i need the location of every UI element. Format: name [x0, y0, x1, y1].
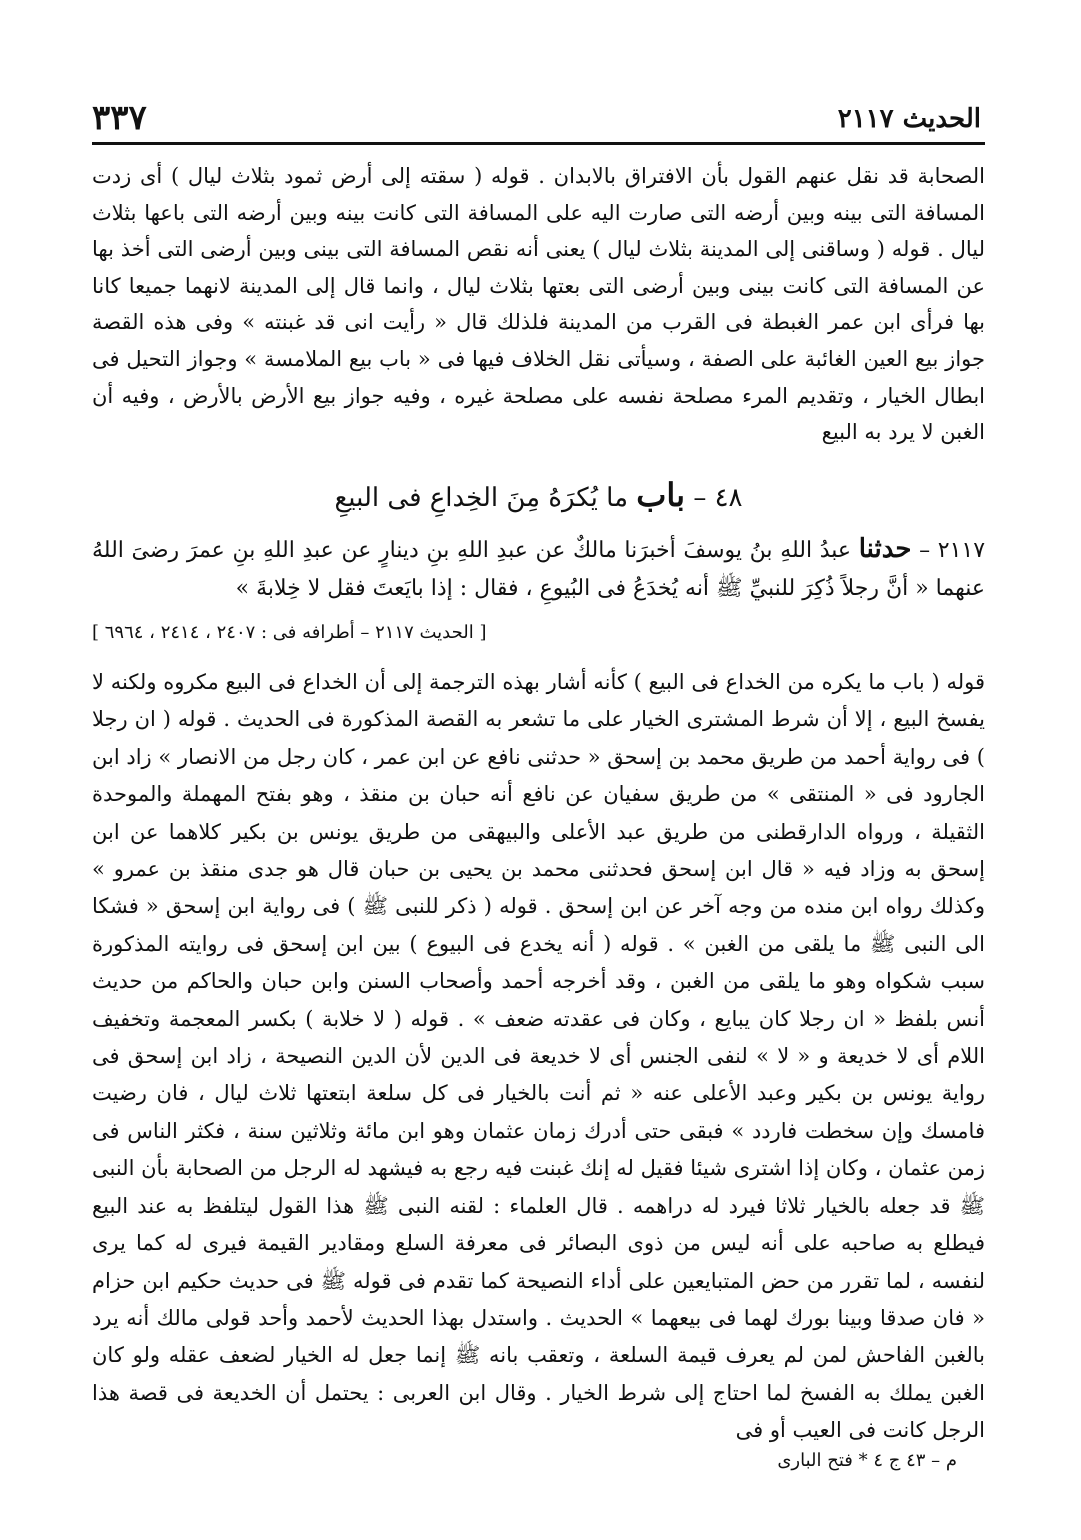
- hadith-opening: حدثنا: [858, 534, 912, 564]
- hadith-text: [92, 530, 985, 608]
- cross-reference: [ الحديث ٢١١٧ – أطرافه فى : ٢٤٠٧ ، ٢٤١٤ ، ٦٩٦٤ ]: [92, 622, 487, 643]
- page-header: [92, 98, 981, 146]
- commentary-paragraph: قوله ( باب ما يكره من الخداع فى البيع ) كأنه أشار بهذه الترجمة إلى أن الخداع فى البيع مكروه ولكنه لا يفسخ البيع ، إلا أن شرط المشترى الخيار على ما تشعر به القصة المذكورة فى الحديث . قوله ( ان رجلا ) فى رواية أحمد من طريق محمد بن إسحق « حدثنى نافع عن ابن عمر ، كان رجل من الانصار » زاد ابن الجارود فى « المنتقى » من طريق سفيان عن نافع أنه حبان بن منقذ ، وهو بفتح المهملة والموحدة الثقيلة ، ورواه الدارقطنى من طريق عبد الأعلى والبيهقى من طريق يونس بن بكير كلاهما عن ابن إسحق به وزاد فيه « قال ابن إسحق فحدثنى محمد بن يحيى بن حبان قال هو جدى منقذ بن عمرو » وكذلك رواه ابن منده من وجه آخر عن ابن إسحق . قوله ( ذكر للنبى ﷺ ) فى رواية ابن إسحق « فشكا الى النبى ﷺ ما يلقى من الغبن » . قوله ( أنه يخدع فى البيوع ) بين ابن إسحق فى روايته المذكورة سبب شكواه وهو ما يلقى من الغبن ، وقد أخرجه أحمد وأصحاب السنن وابن حبان والحاكم من حديث أنس بلفظ « ان رجلا كان يبايع ، وكان فى عقدته ضعف » . قوله ( لا خلابة ) بكسر المعجمة وتخفيف اللام أى لا خديعة و « لا » لنفى الجنس أى لا خديعة فى الدين لأن الدين النصيحة ، زاد ابن إسحق فى رواية يونس بن بكير وعبد الأعلى عنه « ثم أنت بالخيار فى كل سلعة ابتعتها ثلاث ليال ، فان رضيت فامسك وإن سخطت فاردد » فبقى حتى أدرك زمان عثمان وهو ابن مائة وثلاثين سنة ، فكثر الناس فى زمن عثمان ، وكان إذا اشترى شيئا فقيل له إنك غبنت فيه رجع به فيشهد له الرجل من الصحابة بأن النبى ﷺ قد جعله بالخيار ثلاثا فيرد له دراهمه . قال العلماء : لقنه النبى ﷺ هذا القول ليتلفظ به عند البيع فيطلع به صاحبه على أنه ليس من ذوى البصائر فى معرفة السلع ومقادير القيمة فيرى له كما يرى لنفسه ، لما تقرر من حض المتبايعين على أداء النصيحة كما تقدم فى قوله ﷺ فى حديث حكيم ابن حزام « فان صدقا وبينا بورك لهما فى بيعهما » الحديث . واستدل بهذا الحديث لأحمد وأحد قولى مالك أنه يرد بالغبن الفاحش لمن لم يعرف قيمة السلعة ، وتعقب بانه ﷺ إنما جعل له الخيار لضعف عقله ولو كان الغبن يملك به الفسخ لما احتاج إلى شرط الخيار . وقال ابن العربى : يحتمل أن الخديعة فى قصة هذا الرجل كانت فى العيب أو فى: [92, 670, 985, 1443]
- intro-paragraph: الصحابة قد نقل عنهم القول بأن الافتراق بالابدان . قوله ( سقته إلى أرض ثمود بثلاث ليال ) أى زدت المسافة التى بينه وبين أرضه التى صارت اليه على المسافة التى كانت بينه وبين أرضه التى باعها بثلاث ليال . قوله ( وساقنى إلى المدينة بثلاث ليال ) يعنى أنه نقص المسافة التى بينى وبين أرضى التى أخذ بها عن المسافة التى كانت بينى وبين أرضى التى بعتها بثلاث ليال ، وانما قال إلى المدينة لانهما جميعا كانا بها فرأى ابن عمر الغبطة فى القرب من المدينة فلذلك قال « رأيت انى قد غبنته » وفى هذه القصة جواز بيع العين الغائبة على الصفة ، وسيأتى نقل الخلاف فيها فى « باب بيع الملامسة » وجواز التحيل فى ابطال الخيار ، وتقديم المرء مصلحة نفسه على مصلحة غيره ، وفيه جواز بيع الأرض بالأرض ، وفيه أن الغبن لا يرد به البيع: [92, 164, 985, 445]
- page-number: ٣٣٧: [92, 98, 147, 138]
- hadith-body: عبدُ اللهِ بنُ يوسفَ أخبرَنا مالكٌ عن عبدِ اللهِ بنِ دينارٍ عن عبدِ اللهِ بنِ عمرَ رضىَ اللهُ عنهما « أنَّ رجلاً ذُكِرَ للنبيِّ ﷺ أنه يُخدَعُ فى البُيوعِ ، فقال : إذا بايَعتَ فقل لا خِلابةَ »: [92, 538, 985, 601]
- running-title: الحديث ٢١١٧: [837, 104, 981, 134]
- hadith-number: ٢١١٧ –: [919, 538, 986, 563]
- chapter-label: باب: [636, 476, 686, 514]
- chapter-number: ٤٨ –: [693, 483, 743, 513]
- chapter-title: ما يُكرَهُ مِنَ الخِداعِ فى البيعِ: [334, 483, 629, 513]
- page-footer: م – ٤٣ ج ٤ * فتح البارى: [777, 1450, 957, 1471]
- chapter-heading: [92, 476, 985, 514]
- header-rule: [92, 142, 985, 145]
